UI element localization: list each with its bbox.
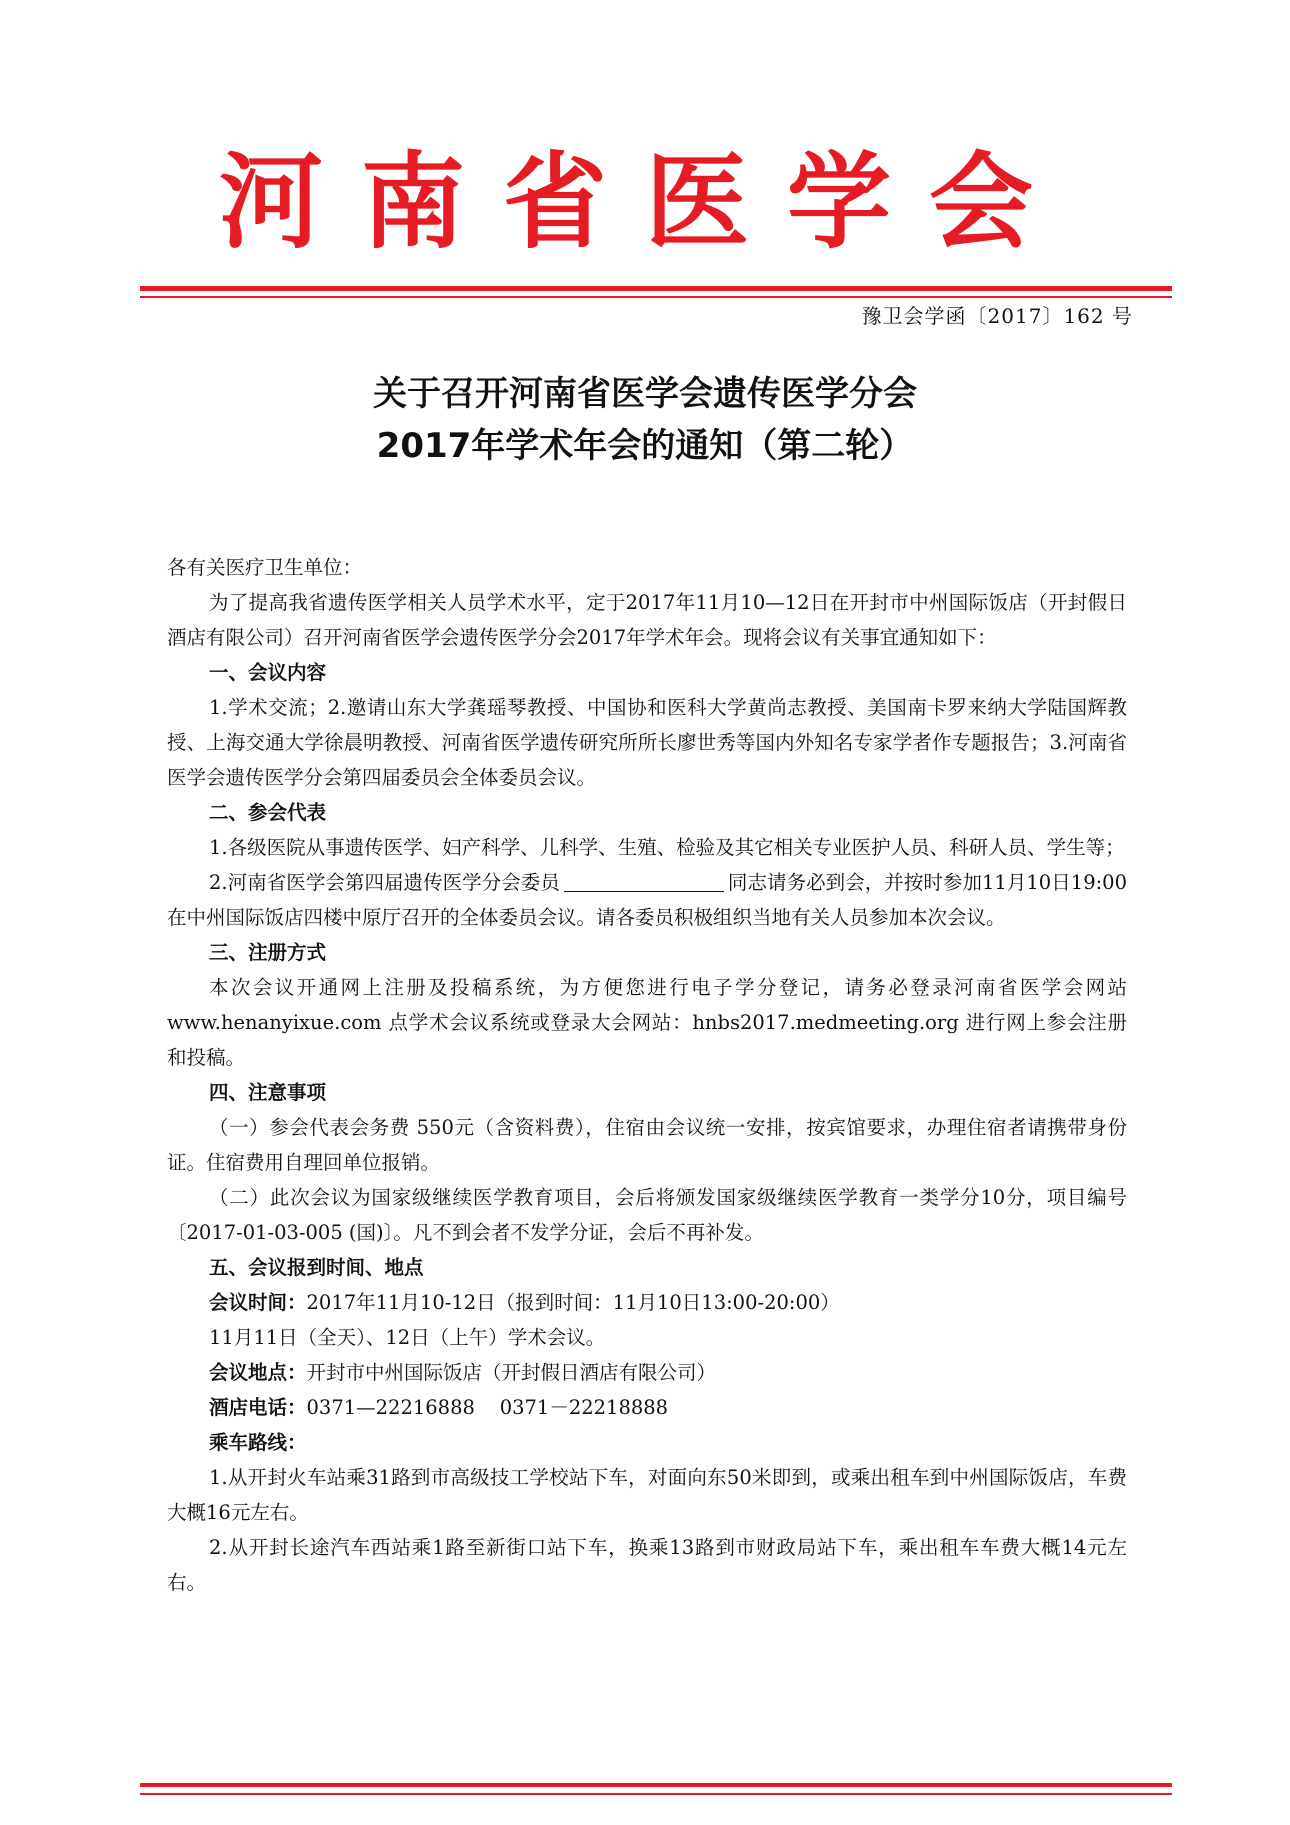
masthead-char: 省	[502, 140, 645, 263]
section-paragraph: 1.学术交流；2.邀请山东大学龚瑶琴教授、中国协和医科大学黄尚志教授、美国南卡罗来纳大学陆国辉教授、上海交通大学徐晨明教授、河南省医学遗传研究所所长廖世秀等国内外知名专家学者作专题报告；3.河南省医学会遗传医学分会第四届委员会全体委员会议。	[167, 696, 1127, 789]
meeting-place-label: 会议地点：	[209, 1361, 307, 1384]
section-paragraph: 1.各级医院从事遗传医学、妇产科学、儿科学、生殖、检验及其它相关专业医护人员、科研人员、学生等；	[209, 836, 1125, 859]
section-heading: 五、会议报到时间、地点	[209, 1256, 424, 1279]
red-divider-thin	[140, 296, 1172, 298]
fill-in-prefix: 2.河南省医学会第四届遗传医学分会委员	[209, 871, 560, 894]
masthead-char: 河	[218, 140, 361, 263]
section-heading: 三、注册方式	[209, 941, 327, 964]
red-divider-thick	[140, 1783, 1172, 1787]
fill-in-blank[interactable]	[564, 871, 724, 892]
meeting-time-value: 2017年11月10-12日（报到时间：11月10日13:00-20:00）	[306, 1291, 840, 1314]
section-heading: 一、会议内容	[209, 661, 327, 684]
section-heading: 四、注意事项	[209, 1081, 327, 1104]
hotel-phone-value: 0371—22216888 0371－22218888	[306, 1396, 669, 1419]
fill-in-suffix: 同志请务必到会，并按时参加11月10日19:00在中州国际饭店四楼中原厅召开的全体委员会议。请各委员积极组织当地有关人员参加本次会议。	[167, 871, 1127, 929]
masthead-char: 南	[360, 140, 503, 263]
section-paragraph: （一）参会代表会务费 550元（含资料费），住宿由会议统一安排，按宾馆要求，办理住宿者请携带身份证。住宿费用自理回单位报销。	[167, 1116, 1127, 1174]
section-paragraph	[167, 865, 1127, 935]
meeting-schedule: 11月11日（全天）、12日（上午）学术会议。	[209, 1326, 606, 1349]
intro-paragraph: 为了提高我省遗传医学相关人员学术水平，定于2017年11月10—12日在开封市中州国际饭店（开封假日酒店有限公司）召开河南省医学会遗传医学分会2017年学术年会。现将会议有关事宜通知如下：	[167, 591, 1127, 649]
section-heading: 二、参会代表	[209, 801, 327, 824]
title-line-1: 关于召开河南省医学会遗传医学分会	[373, 374, 917, 414]
section-paragraph: （二）此次会议为国家级继续医学教育项目，会后将颁发国家级继续医学教育一类学分10分，项目编号〔2017-01-03-005 (国)〕。凡不到会者不发学分证，会后不再补发。	[167, 1186, 1127, 1244]
route-label-line	[167, 1425, 1127, 1460]
meeting-place-line	[167, 1355, 1127, 1390]
salutation: 各有关医疗卫生单位：	[167, 556, 363, 579]
red-divider-thin	[140, 1793, 1172, 1795]
masthead-title	[0, 140, 1290, 263]
masthead-char: 学	[787, 140, 930, 263]
red-divider-thick	[140, 286, 1172, 291]
meeting-time-label: 会议时间：	[209, 1291, 307, 1314]
masthead-char: 会	[929, 140, 1072, 263]
notice-body	[167, 550, 1127, 1600]
masthead-char: 医	[645, 140, 788, 263]
document-number: 豫卫会学函〔2017〕162 号	[861, 304, 1133, 328]
route-paragraph: 1.从开封火车站乘31路到市高级技工学校站下车，对面向东50米即到，或乘出租车到中州国际饭店，车费大概16元左右。	[167, 1466, 1127, 1524]
route-label: 乘车路线：	[209, 1431, 307, 1454]
hotel-phone-line	[167, 1390, 1127, 1425]
notice-title	[0, 368, 1290, 472]
meeting-place-value: 开封市中州国际饭店（开封假日酒店有限公司）	[306, 1361, 717, 1384]
meeting-time-line	[167, 1285, 1127, 1320]
section-paragraph: 本次会议开通网上注册及投稿系统，为方便您进行电子学分登记，请务必登录河南省医学会网站 www.henanyixue.com 点学术会议系统或登录大会网站：hnbs2017.medmeeting.org 进行网上参会注册和投稿。	[167, 976, 1127, 1069]
hotel-phone-label: 酒店电话：	[209, 1396, 307, 1419]
route-paragraph: 2.从开封长途汽车西站乘1路至新街口站下车，换乘13路到市财政局站下车，乘出租车车费大概14元左右。	[167, 1536, 1127, 1594]
title-line-2: 2017年学术年会的通知（第二轮）	[376, 426, 914, 466]
